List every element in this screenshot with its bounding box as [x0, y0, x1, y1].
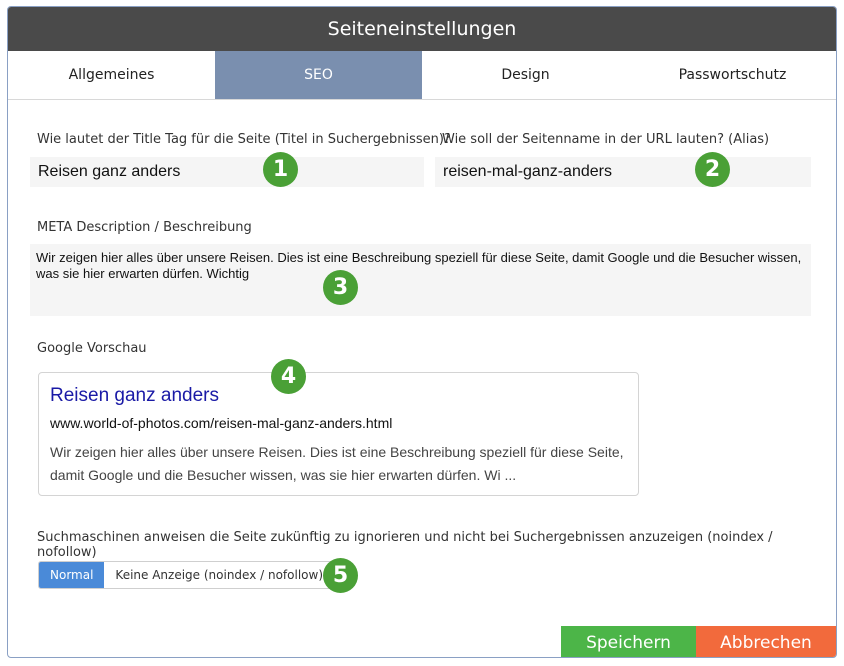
dialog-title: Seiteneinstellungen: [8, 7, 836, 51]
google-preview-label: Google Vorschau: [37, 341, 147, 356]
alias-label: Wie soll der Seitenname in der URL lauten? (Alias): [442, 132, 770, 147]
save-button[interactable]: Speichern: [561, 626, 696, 658]
tab-passwortschutz[interactable]: Passwortschutz: [678, 67, 787, 83]
meta-description-label: META Description / Beschreibung: [37, 220, 252, 235]
noindex-label: Suchmaschinen anweisen die Seite zukünftig zu ignorieren und nicht bei Suchergebnissen anzuzeigen (noindex / nofollow): [37, 530, 773, 560]
option-noindex[interactable]: Keine Anzeige (noindex / nofollow): [104, 562, 334, 588]
alias-input[interactable]: [435, 157, 811, 187]
preview-title: Reisen ganz anders: [50, 385, 219, 406]
tab-design[interactable]: Design: [501, 67, 550, 83]
marker-1-badge: 1: [263, 152, 298, 187]
marker-4-badge: 4: [271, 359, 306, 394]
preview-url: www.world-of-photos.com/reisen-mal-ganz-anders.html: [50, 415, 393, 431]
tab-seo[interactable]: SEO: [215, 51, 422, 99]
tab-bar: [8, 51, 836, 100]
cancel-button[interactable]: Abbrechen: [696, 626, 836, 658]
title-tag-label: Wie lautet der Title Tag für die Seite (Titel in Suchergebnissen)?: [37, 132, 451, 147]
google-preview-card: [38, 372, 639, 496]
title-tag-input[interactable]: [30, 157, 424, 187]
marker-5-badge: 5: [323, 558, 358, 593]
page-settings-dialog: [7, 6, 837, 658]
marker-2-badge: 2: [695, 152, 730, 187]
marker-3-badge: 3: [323, 270, 358, 305]
meta-description-textarea[interactable]: [30, 244, 811, 316]
tab-allgemeines[interactable]: Allgemeines: [68, 67, 155, 83]
noindex-segmented-control: [38, 561, 335, 589]
option-normal[interactable]: Normal: [39, 562, 104, 588]
preview-description: Wir zeigen hier alles über unsere Reisen. Dies ist eine Beschreibung speziell für diese Seite, damit Google und die Besucher wissen, was sie hier erwarten dürfen. Wi ...: [50, 444, 624, 483]
